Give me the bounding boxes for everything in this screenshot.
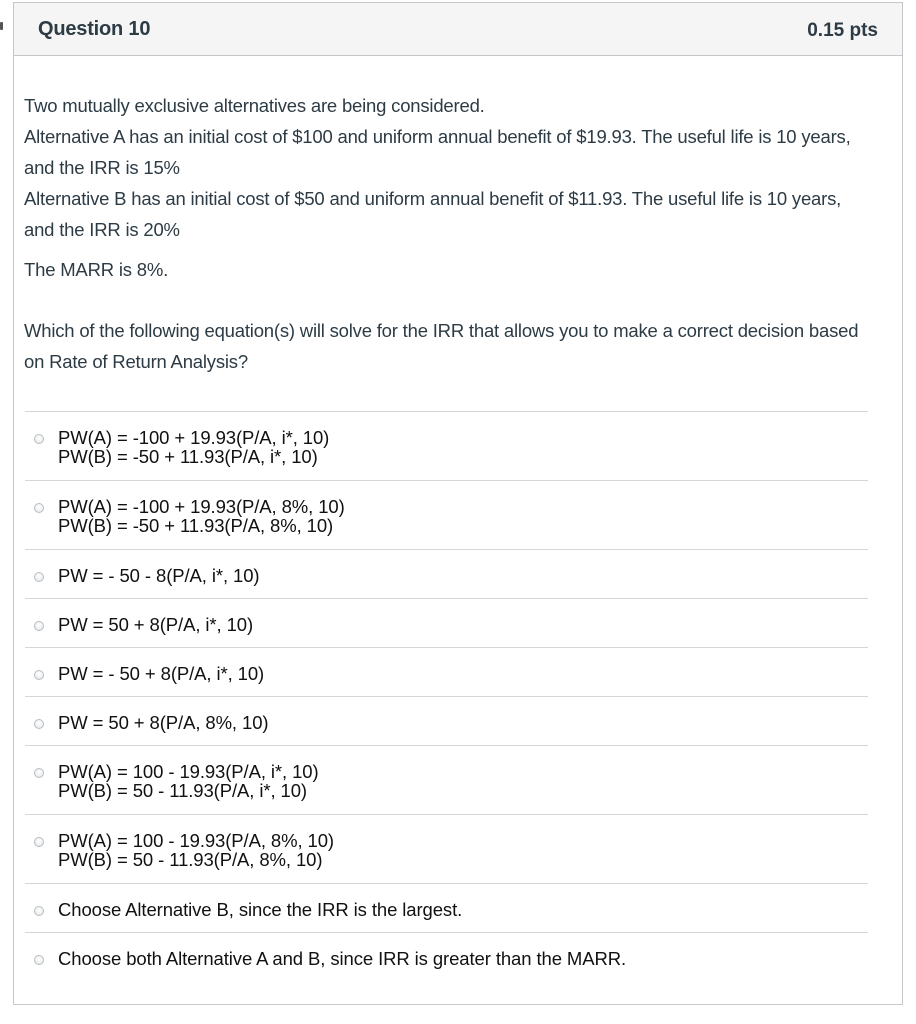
answer-label[interactable]	[58, 713, 268, 732]
answer-line: PW(B) = 50 - 11.93(P/A, 8%, 10)	[58, 849, 323, 870]
answer-line: PW(A) = -100 + 19.93(P/A, 8%, 10)	[58, 496, 345, 517]
answer-option-1[interactable]	[25, 412, 868, 481]
answer-label[interactable]	[58, 762, 319, 800]
question-marr: The MARR is 8%.	[24, 259, 169, 280]
answer-line: Choose Alternative B, since the IRR is the largest.	[58, 899, 463, 920]
radio-button[interactable]	[34, 768, 44, 778]
answer-list	[25, 411, 868, 982]
radio-button[interactable]	[34, 906, 44, 916]
answer-option-10[interactable]	[25, 933, 868, 982]
question-title: Question 10	[38, 18, 151, 40]
answer-line: PW(B) = -50 + 11.93(P/A, i*, 10)	[58, 446, 318, 467]
answer-line: PW = - 50 - 8(P/A, i*, 10)	[58, 565, 260, 586]
answer-label[interactable]	[58, 615, 253, 634]
radio-button[interactable]	[34, 572, 44, 582]
answer-line: PW(B) = 50 - 11.93(P/A, i*, 10)	[58, 780, 307, 801]
answer-label[interactable]	[58, 566, 259, 585]
page-edge-marker	[0, 22, 3, 30]
answer-option-9[interactable]	[25, 884, 868, 933]
answer-option-2[interactable]	[25, 481, 868, 550]
question-header	[14, 3, 902, 56]
radio-button[interactable]	[34, 670, 44, 680]
question-text	[24, 90, 869, 377]
radio-button[interactable]	[34, 434, 44, 444]
answer-label[interactable]	[58, 428, 329, 466]
radio-button[interactable]	[34, 719, 44, 729]
answer-option-3[interactable]	[25, 550, 868, 599]
question-intro: Two mutually exclusive alternatives are being considered.	[24, 95, 485, 116]
answer-option-7[interactable]	[25, 746, 868, 815]
radio-button[interactable]	[34, 503, 44, 513]
radio-button[interactable]	[34, 621, 44, 631]
answer-line: PW = 50 + 8(P/A, 8%, 10)	[58, 712, 269, 733]
answer-label[interactable]	[58, 664, 264, 683]
answer-label[interactable]	[58, 949, 626, 968]
answer-line: PW(B) = -50 + 11.93(P/A, 8%, 10)	[58, 515, 334, 536]
answer-line: PW(A) = -100 + 19.93(P/A, i*, 10)	[58, 427, 330, 448]
radio-button[interactable]	[34, 837, 44, 847]
question-alt-b: Alternative B has an initial cost of $50 and uniform annual benefit of $11.93. The useful life is 10 years, and the IRR is 20%	[24, 188, 842, 240]
answer-line: PW = 50 + 8(P/A, i*, 10)	[58, 614, 254, 635]
question-prompt: Which of the following equation(s) will solve for the IRR that allows you to make a correct decision based on Rate of Return Analysis?	[24, 320, 859, 372]
answer-option-6[interactable]	[25, 697, 868, 746]
question-points: 0.15 pts	[807, 20, 878, 41]
answer-label[interactable]	[58, 900, 462, 919]
answer-option-8[interactable]	[25, 815, 868, 884]
answer-option-4[interactable]	[25, 599, 868, 648]
answer-line: Choose both Alternative A and B, since IRR is greater than the MARR.	[58, 948, 627, 969]
radio-button[interactable]	[34, 955, 44, 965]
answer-label[interactable]	[58, 831, 334, 869]
answer-label[interactable]	[58, 497, 345, 535]
question-body	[24, 90, 869, 377]
answer-option-5[interactable]	[25, 648, 868, 697]
question-alt-a: Alternative A has an initial cost of $100 and uniform annual benefit of $19.93. The useful life is 10 years, and the IRR is 15%	[24, 126, 851, 178]
answer-line: PW(A) = 100 - 19.93(P/A, i*, 10)	[58, 761, 319, 782]
answer-line: PW = - 50 + 8(P/A, i*, 10)	[58, 663, 265, 684]
answer-line: PW(A) = 100 - 19.93(P/A, 8%, 10)	[58, 830, 334, 851]
